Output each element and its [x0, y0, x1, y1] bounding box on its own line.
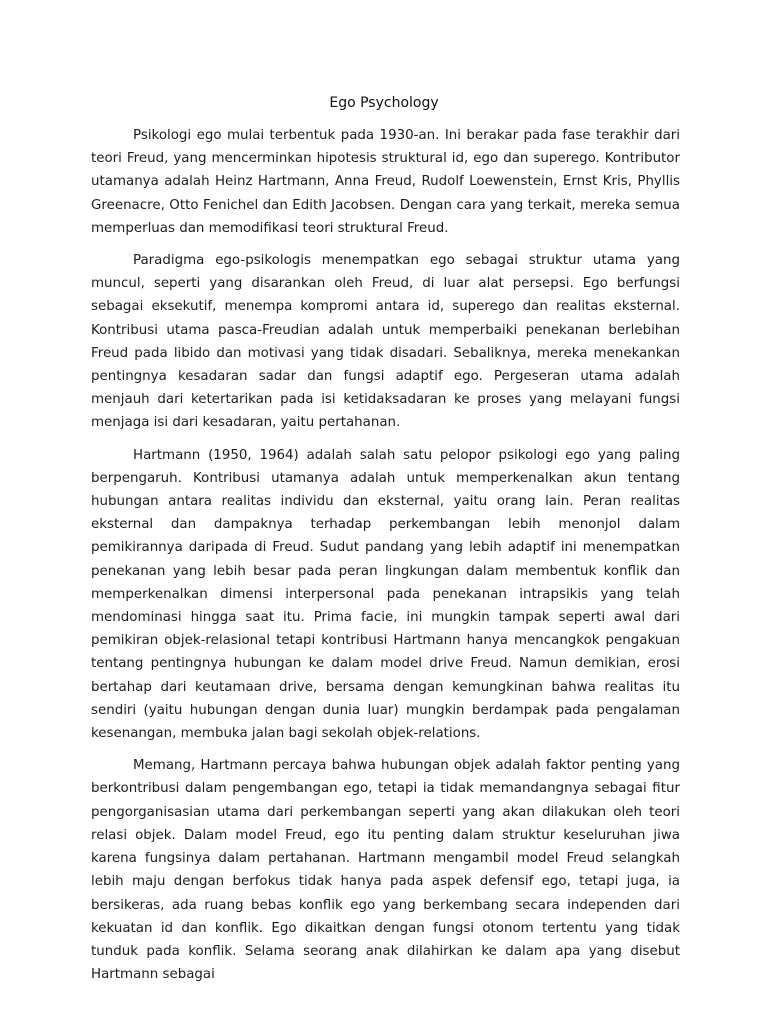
document-title: Ego Psychology [329, 95, 439, 111]
paragraph: Paradigma ego-psikologis menempatkan ego sebagai struktur utama yang muncul, seperti yang disarankan oleh Freud, di luar alat persepsi. Ego berfungsi sebagai eksekutif, menempa kompromi antara id, superego dan realitas eksternal. Kontribusi utama pasca-Freudian adalah untuk memperbaiki penekanan berlebihan Freud pada libido dan motivasi yang tidak disadari. Sebaliknya, mereka menekankan pentingnya kesadaran sadar dan fungsi adaptif ego. Pergeseran utama adalah menjauh dari ketertarikan pada isi ketidaksadaran ke proses yang melayani fungsi menjaga isi dari kesadaran, yaitu pertahanan. [91, 253, 680, 431]
document-body [91, 124, 680, 995]
paragraph: Psikologi ego mulai terbentuk pada 1930-an. Ini berakar pada fase terakhir dari teori Freud, yang mencerminkan hipotesis struktural id, ego dan superego. Kontributor utamanya adalah Heinz Hartmann, Anna Freud, Rudolf Loewenstein, Ernst Kris, Phyllis Greenacre, Otto Fenichel dan Edith Jacobsen. Dengan cara yang terkait, mereka semua memperluas dan memodifikasi teori struktural Freud. [91, 128, 680, 236]
paragraph: Hartmann (1950, 1964) adalah salah satu pelopor psikologi ego yang paling berpengaruh. Kontribusi utamanya adalah untuk memperkenalkan akun tentang hubungan antara realitas individu dan eksternal, yaitu orang lain. Peran realitas eksternal dan dampaknya terhadap perkembangan lebih menonjol dalam pemikirannya daripada di Freud. Sudut pandang yang lebih adaptif ini menempatkan penekanan yang lebih besar pada peran lingkungan dalam membentuk konflik dan memperkenalkan dimensi interpersonal pada penekanan intrapsikis yang telah mendominasi hingga saat itu. Prima facie, ini mungkin tampak seperti awal dari pemikiran objek-relasional tetapi kontribusi Hartmann hanya mencangkok pengakuan tentang pentingnya hubungan ke dalam model drive Freud. Namun demikian, erosi bertahap dari keutamaan drive, bersama dengan kemungkinan bahwa realitas itu sendiri (yaitu hubungan dengan dunia luar) mungkin berdampak pada pengalaman kesenangan, membuka jalan bagi sekolah objek-relations. [91, 447, 680, 742]
paragraph: Memang, Hartmann percaya bahwa hubungan objek adalah faktor penting yang berkontribusi dalam pengembangan ego, tetapi ia tidak memandangnya sebagai fitur pengorganisasian utama dari perkembangan seperti yang akan dilakukan oleh teori relasi objek. Dalam model Freud, ego itu penting dalam struktur keseluruhan jiwa karena fungsinya dalam pertahanan. Hartmann mengambil model Freud selangkah lebih maju dengan berfokus tidak hanya pada aspek defensif ego, tetapi juga, ia bersikeras, ada ruang bebas konflik ego yang berkembang secara independen dari kekuatan id dan konflik. Ego dikaitkan dengan fungsi otonom tertentu yang tidak tunduk pada konflik. Selama seorang anak dilahirkan ke dalam apa yang disebut Hartmann sebagai [91, 758, 680, 983]
